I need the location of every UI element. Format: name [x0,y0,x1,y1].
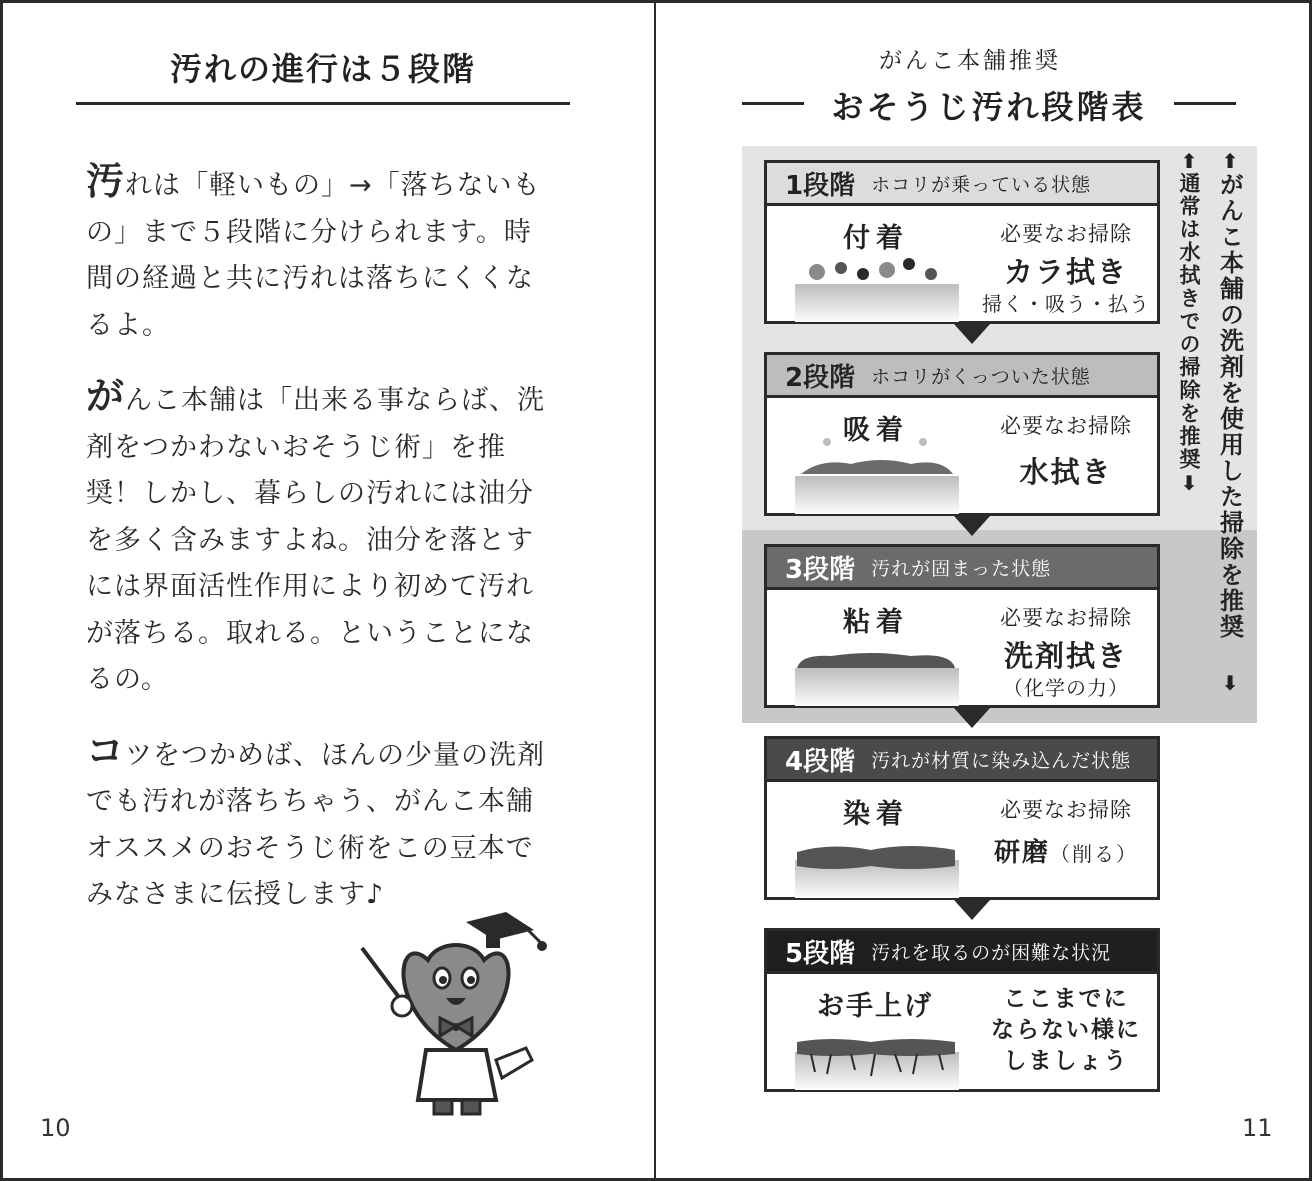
stage-header [767,931,1157,974]
stage-header [767,547,1157,590]
stage-number: 3段階 [785,554,856,585]
required-cleaning-label: 必要なお掃除 [1000,606,1132,630]
arrow-up-icon: ⬆ [1180,149,1198,173]
required-cleaning-label: 必要なお掃除 [1000,414,1132,438]
stage-number: 4段階 [785,746,856,777]
cleaning-detail: 掃く・吸う・払う [982,292,1150,316]
stage-kind: 吸着 [843,415,909,446]
stage-kind: 染着 [843,799,909,830]
arrow-up-icon: ⬆ [1221,149,1239,173]
required-cleaning-label: 必要なお掃除 [1000,222,1132,246]
left-body [86,158,556,943]
stage-3-card [764,544,1160,708]
chart-subtitle: がんこ本舗推奨 [879,48,1061,74]
arrow-down-icon: ⬇ [1221,671,1239,695]
stage-header [767,739,1157,782]
title-dash-right [1174,102,1236,105]
cleaning-detail: （化学の力） [1003,676,1129,700]
triangle-down-icon [954,324,990,344]
stage-description: ホコリが乗っている状態 [871,173,1092,196]
stage-number: 1段階 [785,170,856,201]
triangle-down-icon [954,900,990,920]
warning-line: ならない様に [991,1017,1141,1043]
hardened-grime-icon [791,630,961,706]
side-note-outer-text: がんこ本舗の洗剤を使用した掃除を推奨 [1215,172,1244,640]
cleaning-method: 研磨 [993,838,1050,868]
stage-body [767,974,1157,1089]
cleaning-method-row [981,832,1151,869]
cleaning-detail: （削る） [1050,842,1138,866]
soaked-stain-icon [791,822,961,898]
stage-body [767,590,1157,705]
page-gutter [654,0,656,1181]
stage-body [767,398,1157,513]
cleaning-method: 洗剤拭き [1003,639,1128,673]
paragraph-text: んこ本舗は「出来る事ならば、洗剤をつかわないおそうじ術」を推奨！しかし、暮らしの汚れには油分を多く含みますよね。油分を落とすには界面活性作用により初めて汚れが落ちる。取れる。ということになるの。 [86,385,546,695]
title-underline [76,102,570,105]
stage-description: ホコリがくっついた状態 [871,365,1091,388]
stage-description: 汚れが材質に染み込んだ状態 [871,749,1132,772]
stage-2-card [764,352,1160,516]
heart-professor-mascot-icon [356,900,556,1120]
damp-dust-surface-icon [791,438,961,514]
warning-message [981,984,1151,1077]
triangle-down-icon [954,516,990,536]
side-note-outer [1212,150,1248,694]
stage-1-card [764,160,1160,324]
required-cleaning-label: 必要なお掃除 [1000,798,1132,822]
stage-number: 5段階 [785,938,856,969]
rooted-stain-icon [791,1014,961,1090]
dust-surface-icon [791,246,961,322]
paragraph-text: れは「軽いもの」→「落ちないもの」まで５段階に分けられます。時間の経過と共に汚れは落ちにくくなるよ。 [86,170,541,341]
arrow-down-icon: ⬇ [1180,471,1198,495]
paragraph-2 [86,373,556,704]
chart-title-row [742,82,1236,126]
drop-cap: 汚 [86,159,126,203]
stage-body [767,782,1157,897]
cleaning-method: 水拭き [1019,455,1113,489]
side-note-inner-text: 通常は水拭きでの掃除を推奨 [1177,172,1201,471]
warning-line: しましょう [1003,1048,1129,1074]
cleaning-method: カラ拭き [1003,255,1128,289]
paragraph-1 [86,158,556,349]
side-note-inner [1172,150,1206,494]
chart-title: おそうじ汚れ段階表 [831,88,1147,126]
paragraph-3 [86,728,556,919]
stage-header [767,355,1157,398]
warning-line: ここまでに [1003,986,1129,1012]
page-number-left: 10 [40,1114,71,1142]
stage-body [767,206,1157,321]
paragraph-text: ツをつかめば、ほんの少量の洗剤でも汚れが落ちちゃう、がんこ本舗オススメのおそうじ術をこの豆本でみなさまに伝授します♪ [86,739,546,910]
stage-kind: 粘着 [843,607,909,638]
stage-header [767,163,1157,206]
stage-description: 汚れを取るのが困難な状況 [871,941,1112,964]
stage-4-card [764,736,1160,900]
stage-description: 汚れが固まった状態 [871,557,1052,580]
drop-cap: コ [86,728,126,773]
stage-number: 2段階 [785,362,856,393]
stage-5-card [764,928,1160,1092]
stage-kind: 付着 [843,223,909,254]
left-page-title: 汚れの進行は５段階 [169,50,476,88]
triangle-down-icon [954,708,990,728]
drop-cap: が [86,374,126,418]
stage-kind: お手上げ [817,991,933,1022]
page-number-right: 11 [1242,1114,1273,1142]
